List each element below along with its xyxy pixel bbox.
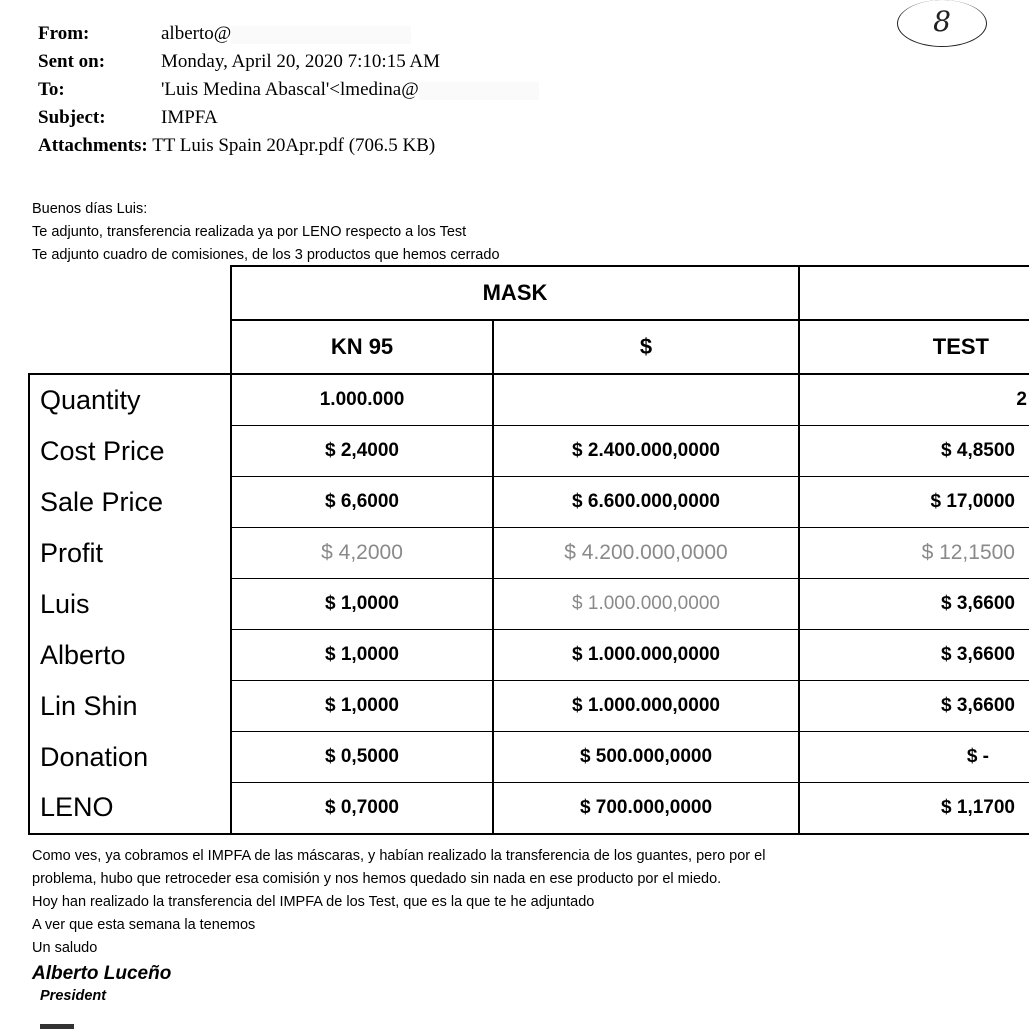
row-label: Sale Price xyxy=(29,477,231,528)
table-row xyxy=(29,528,1029,579)
email-body xyxy=(32,198,500,267)
cell-total: $ 1.000.000,0000 xyxy=(493,630,799,681)
cell-test: $ 3,6600 xyxy=(799,681,1029,732)
cell-test: $ 3,6600 xyxy=(799,579,1029,630)
to-value: 'Luis Medina Abascal'<lmedina@ xyxy=(161,76,539,104)
greeting: Buenos días Luis: xyxy=(32,201,148,217)
table-row xyxy=(29,374,1029,426)
row-label: Lin Shin xyxy=(29,681,231,732)
body-line: Como ves, ya cobramos el IMPFA de las máscaras, y habían realizado la transferencia de los guantes, pero por el xyxy=(32,848,766,864)
mask-group-header: MASK xyxy=(231,266,799,320)
cell-kn95: $ 1,0000 xyxy=(231,630,493,681)
attachments-label: Attachments: xyxy=(38,135,148,156)
cell-total: $ 500.000,0000 xyxy=(493,732,799,783)
cell-test: $ 4,8500 xyxy=(799,426,1029,477)
body-line: Te adjunto, transferencia realizada ya por LENO respecto a los Test xyxy=(32,224,467,240)
row-label: Alberto xyxy=(29,630,231,681)
column-header-kn95: KN 95 xyxy=(231,320,493,374)
row-label: Cost Price xyxy=(29,426,231,477)
handwritten-page-number: 8 xyxy=(897,0,987,47)
body-line: Hoy han realizado la transferencia del IMPFA de los Test, que es la que te he adjuntado xyxy=(32,894,595,910)
table-row xyxy=(29,579,1029,630)
table-row xyxy=(29,681,1029,732)
sent-label: Sent on: xyxy=(38,51,106,72)
table-row xyxy=(29,783,1029,835)
table-group-header-row xyxy=(29,266,1029,320)
cell-kn95: 1.000.000 xyxy=(231,374,493,426)
commission-table xyxy=(28,265,1029,835)
cell-kn95: $ 1,0000 xyxy=(231,681,493,732)
attachments-row xyxy=(38,132,435,160)
body-line: problema, hubo que retroceder esa comisión y nos hemos quedado sin nada en ese producto por el miedo. xyxy=(32,871,722,887)
to-row xyxy=(38,76,435,104)
sent-row xyxy=(38,48,441,76)
row-label: LENO xyxy=(29,783,231,835)
subject-label: Subject: xyxy=(38,107,106,128)
to-label: To: xyxy=(38,79,65,100)
cell-kn95: $ 2,4000 xyxy=(231,426,493,477)
from-value: alberto@ xyxy=(161,20,411,48)
table-row xyxy=(29,426,1029,477)
signature-name: Alberto Luceño xyxy=(32,963,172,984)
from-row xyxy=(38,20,435,48)
signature-title: President xyxy=(40,988,107,1004)
cell-test: $ - xyxy=(799,732,1029,783)
cell-test: $ 3,6600 xyxy=(799,630,1029,681)
test-group-header xyxy=(799,266,1029,320)
cell-kn95: $ 1,0000 xyxy=(231,579,493,630)
row-label: Quantity xyxy=(29,374,231,426)
cell-total: $ 700.000,0000 xyxy=(493,783,799,835)
attachment-link[interactable]: TT Luis Spain 20Apr.pdf (706.5 KB) xyxy=(152,135,436,156)
cell-total: $ 1.000.000,0000 xyxy=(493,681,799,732)
cell-test: 2 xyxy=(799,374,1029,426)
redaction xyxy=(231,26,411,44)
column-header-total: $ xyxy=(493,320,799,374)
redaction xyxy=(419,82,539,100)
body-line: Te adjunto cuadro de comisiones, de los 3 productos que hemos cerrado xyxy=(32,247,500,263)
subject-row xyxy=(38,104,435,132)
email-closing xyxy=(32,845,765,1008)
body-line: A ver que esta semana la tenemos xyxy=(32,917,256,933)
cell-total: $ 6.600.000,0000 xyxy=(493,477,799,528)
table-column-header-row xyxy=(29,320,1029,374)
cell-total: $ 1.000.000,0000 xyxy=(493,579,799,630)
cell-total: $ 2.400.000,0000 xyxy=(493,426,799,477)
subject-value: IMPFA xyxy=(161,107,218,128)
cell-test: $ 17,0000 xyxy=(799,477,1029,528)
signature-logo-fragment xyxy=(40,1024,74,1029)
cell-total: $ 4.200.000,0000 xyxy=(493,528,799,579)
row-label: Profit xyxy=(29,528,231,579)
column-header-test: TEST xyxy=(799,320,1029,374)
cell-test: $ 12,1500 xyxy=(799,528,1029,579)
row-label: Luis xyxy=(29,579,231,630)
cell-total xyxy=(493,374,799,426)
sent-value: Monday, April 20, 2020 7:10:15 AM xyxy=(161,51,441,72)
cell-kn95: $ 0,5000 xyxy=(231,732,493,783)
from-label: From: xyxy=(38,23,90,44)
email-header xyxy=(38,20,441,160)
cell-kn95: $ 6,6000 xyxy=(231,477,493,528)
table-row xyxy=(29,477,1029,528)
row-label: Donation xyxy=(29,732,231,783)
table-row xyxy=(29,732,1029,783)
cell-test: $ 1,1700 xyxy=(799,783,1029,835)
sign-off: Un saludo xyxy=(32,940,98,956)
cell-kn95: $ 4,2000 xyxy=(231,528,493,579)
table-row xyxy=(29,630,1029,681)
cell-kn95: $ 0,7000 xyxy=(231,783,493,835)
